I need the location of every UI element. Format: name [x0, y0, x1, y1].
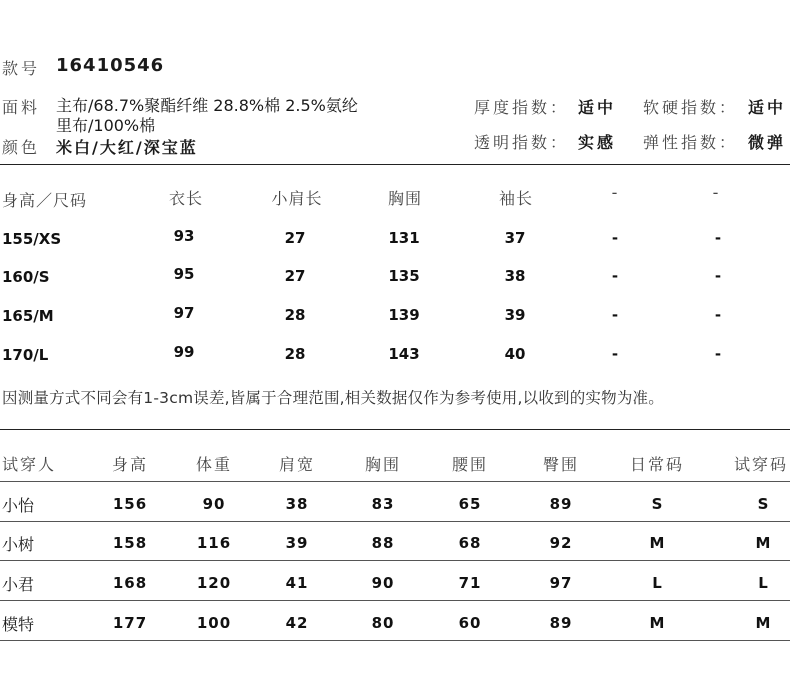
fabric-line-1: 主布/68.7%聚酯纤维 28.8%棉 2.5%氨纶	[56, 96, 358, 115]
thickness-value: 适中	[578, 98, 617, 117]
model-row-1-waist: 65	[458, 495, 482, 513]
size-header-size: 身高／尺码	[2, 191, 88, 210]
model-header-hip: 臀围	[542, 455, 580, 474]
model-divider-2	[0, 560, 790, 561]
style-no-label: 款号	[2, 59, 41, 78]
model-row-3-shoulder: 41	[285, 574, 309, 592]
softness-value: 适中	[748, 98, 787, 117]
size-row-3-blank-2: -	[714, 306, 722, 324]
size-row-1-chest: 131	[388, 229, 420, 247]
size-row-1-sleeve: 37	[504, 229, 526, 247]
fabric-line-2: 里布/100%棉	[56, 116, 156, 135]
size-row-3-sleeve: 39	[504, 306, 526, 324]
model-divider-1	[0, 521, 790, 522]
model-divider-header	[0, 481, 790, 482]
size-row-4-blank-2: -	[714, 345, 722, 363]
model-row-4-daily-size: M	[649, 614, 665, 632]
transparency-label: 透明指数：	[474, 133, 570, 152]
model-row-3-trial-size: L	[758, 574, 768, 592]
size-row-4-shoulder: 28	[284, 345, 306, 363]
size-row-2-shoulder: 27	[284, 267, 306, 285]
model-row-4-hip: 89	[549, 614, 573, 632]
model-row-3-chest: 90	[371, 574, 395, 592]
model-row-4-trial-size: M	[755, 614, 771, 632]
divider-info	[0, 164, 790, 165]
divider-note	[0, 429, 790, 430]
size-row-1-blank-1: -	[611, 229, 619, 247]
size-row-3-size: 165/M	[2, 307, 54, 325]
model-divider-4	[0, 640, 790, 641]
model-row-1-daily-size: S	[651, 495, 663, 513]
size-row-2-blank-2: -	[714, 267, 722, 285]
model-row-3-daily-size: L	[652, 574, 662, 592]
color-value: 米白/大红/深宝蓝	[56, 138, 198, 157]
model-divider-3	[0, 600, 790, 601]
size-header-blank-2: -	[712, 183, 720, 202]
model-row-2-height: 158	[112, 534, 148, 552]
model-row-2-hip: 92	[549, 534, 573, 552]
model-row-2-shoulder: 39	[285, 534, 309, 552]
model-row-1-chest: 83	[371, 495, 395, 513]
size-row-1-length: 93	[173, 227, 195, 245]
model-row-3-person: 小君	[2, 575, 35, 594]
model-row-4-height: 177	[112, 614, 148, 632]
size-header-length: 衣长	[168, 189, 204, 208]
model-row-4-shoulder: 42	[285, 614, 309, 632]
size-row-2-chest: 135	[388, 267, 420, 285]
size-header-chest: 胸围	[387, 189, 423, 208]
size-row-1-blank-2: -	[714, 229, 722, 247]
model-row-3-waist: 71	[458, 574, 482, 592]
size-row-2-sleeve: 38	[504, 267, 526, 285]
size-row-2-length: 95	[173, 265, 195, 283]
model-row-3-height: 168	[112, 574, 148, 592]
size-row-3-chest: 139	[388, 306, 420, 324]
model-header-daily-size: 日常码	[629, 455, 685, 474]
model-row-3-hip: 97	[549, 574, 573, 592]
size-row-4-sleeve: 40	[504, 345, 526, 363]
model-row-4-weight: 100	[196, 614, 232, 632]
model-row-4-waist: 60	[458, 614, 482, 632]
size-row-4-size: 170/L	[2, 346, 49, 364]
size-header-blank-1: -	[611, 183, 619, 202]
model-header-weight: 体重	[195, 455, 233, 474]
size-row-3-shoulder: 28	[284, 306, 306, 324]
model-row-3-weight: 120	[196, 574, 232, 592]
softness-label: 软硬指数：	[643, 98, 739, 117]
size-row-2-blank-1: -	[611, 267, 619, 285]
model-row-2-weight: 116	[196, 534, 232, 552]
elasticity-label: 弹性指数：	[643, 133, 739, 152]
model-row-2-waist: 68	[458, 534, 482, 552]
model-header-trial-size: 试穿码	[733, 455, 789, 474]
size-row-3-length: 97	[173, 304, 195, 322]
measurement-note: 因测量方式不同会有1-3cm误差,皆属于合理范围,相关数据仅作为参考使用,以收到的实物为准。	[2, 389, 664, 407]
model-row-1-trial-size: S	[757, 495, 769, 513]
thickness-label: 厚度指数：	[474, 98, 570, 117]
fabric-label: 面料	[2, 98, 41, 117]
model-row-2-trial-size: M	[755, 534, 771, 552]
model-header-height: 身高	[111, 455, 149, 474]
size-row-4-blank-1: -	[611, 345, 619, 363]
size-row-3-blank-1: -	[611, 306, 619, 324]
model-header-person: 试穿人	[2, 455, 57, 474]
model-row-1-shoulder: 38	[285, 495, 309, 513]
size-row-4-chest: 143	[388, 345, 420, 363]
size-row-1-size: 155/XS	[2, 230, 62, 248]
model-row-1-person: 小怡	[2, 496, 35, 515]
model-row-1-height: 156	[112, 495, 148, 513]
model-header-waist: 腰围	[451, 455, 489, 474]
model-row-1-weight: 90	[202, 495, 226, 513]
style-no-value: 16410546	[56, 55, 165, 76]
size-row-1-shoulder: 27	[284, 229, 306, 247]
model-header-chest: 胸围	[364, 455, 402, 474]
model-row-2-person: 小树	[2, 535, 35, 554]
model-row-2-daily-size: M	[649, 534, 665, 552]
size-header-shoulder: 小肩长	[271, 189, 323, 208]
elasticity-value: 微弹	[748, 133, 787, 152]
color-label: 颜色	[2, 138, 41, 157]
transparency-value: 实感	[578, 133, 617, 152]
model-header-shoulder: 肩宽	[278, 455, 316, 474]
size-header-sleeve: 袖长	[498, 189, 534, 208]
size-row-2-size: 160/S	[2, 268, 50, 286]
model-row-1-hip: 89	[549, 495, 573, 513]
size-row-4-length: 99	[173, 343, 195, 361]
model-row-2-chest: 88	[371, 534, 395, 552]
model-row-4-chest: 80	[371, 614, 395, 632]
model-row-4-person: 模特	[2, 615, 35, 634]
